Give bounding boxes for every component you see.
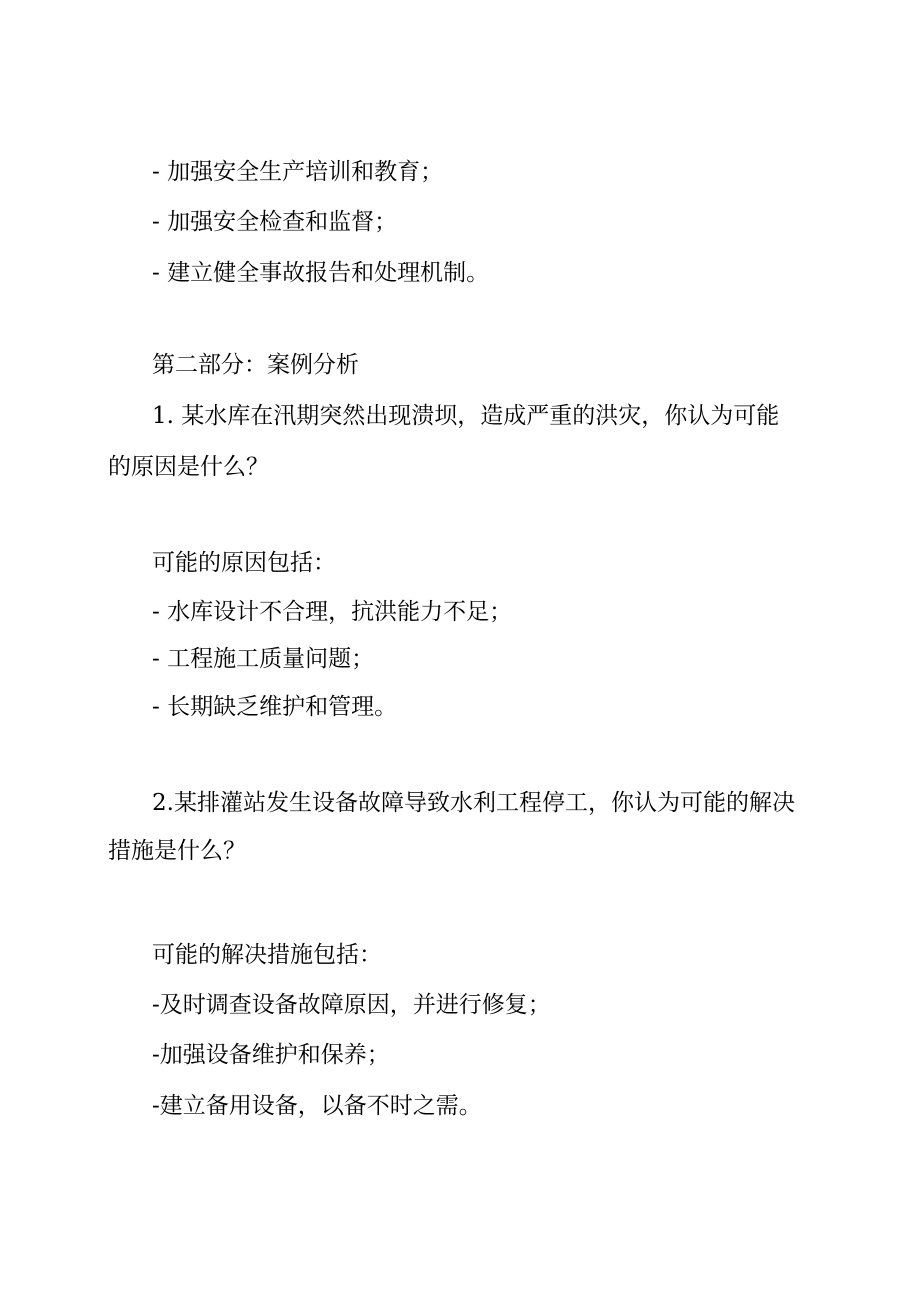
question-1-line-1: 1. 某水库在汛期突然出现溃坝，造成严重的洪灾，你认为可能 xyxy=(152,403,780,429)
list-item: - 加强安全生产培训和教育； xyxy=(152,159,444,185)
list-item: - 水库设计不合理，抗洪能力不足； xyxy=(152,599,513,625)
list-item: -建立备用设备，以备不时之需。 xyxy=(152,1093,482,1119)
list-item: - 长期缺乏维护和管理。 xyxy=(152,694,398,720)
answer-intro: 可能的原因包括： xyxy=(152,550,336,576)
list-item: - 工程施工质量问题； xyxy=(152,646,375,672)
question-1-line-2: 的原因是什么？ xyxy=(108,454,269,480)
question-2-line-2: 措施是什么？ xyxy=(108,838,246,864)
question-2-line-1: 2.某排灌站发生设备故障导致水利工程停工，你认为可能的解决 xyxy=(152,790,795,816)
list-item: -加强设备维护和保养； xyxy=(152,1042,390,1068)
answer-intro: 可能的解决措施包括： xyxy=(152,942,382,968)
list-item: - 建立健全事故报告和处理机制。 xyxy=(152,260,490,286)
section-heading: 第二部分：案例分析 xyxy=(152,352,359,378)
list-item: -及时调查设备故障原因，并进行修复； xyxy=(152,992,551,1018)
list-item: - 加强安全检查和监督； xyxy=(152,209,398,235)
